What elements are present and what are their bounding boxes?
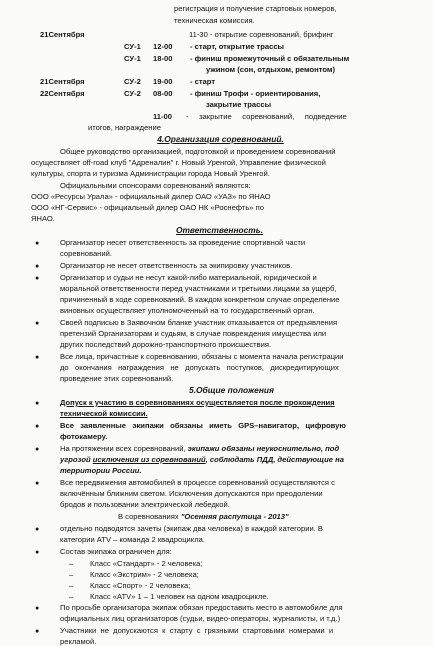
org-sponsor: ООО «НГ-Сервис» - официальный дилер ОАО НК «Роснефть» по [31,203,264,212]
resp-text: Организатор не несет ответственность за экипировку участников. [60,261,293,270]
general-text: Состав экипажа ограничен для: [60,547,172,556]
general-text: территории России. [60,466,142,475]
section-4-title: 4.Организация соревнований. [157,134,284,144]
resp-text: проведение этих соревнований. [60,374,174,383]
general-text: Все заявленные экипажи обязаны иметь GPS–навигатор, цифровую [60,421,346,430]
class-item: Класс «Спорт» - 2 человека; [90,581,191,590]
bullet-icon: ● [35,446,40,453]
general-text-emph: экипажи обязаны неукоснительно, под [187,444,340,453]
resp-text: Своей подписью в Заявочном бланке участник отказывается от предъявления [60,318,338,327]
schedule-open: 11-30 - открытие соревнований, брифинг [189,30,334,39]
bullet-icon: ● [35,275,40,282]
general-text: фотокамеру. [60,432,108,441]
bullet-icon: ● [35,354,40,361]
org-sponsor: ООО «Ресурсы Урала» - официальный дилер ОАО «УАЗ» по ЯНАО [31,192,271,201]
general-text-emph: , соблюдать ПДД, действующие на [205,455,344,464]
general-text: По просьбе организатора экипаж обязан предоставить место в автомобиле для [60,603,343,612]
stage-time: 08-00 [153,89,173,98]
general-text: отдельно подводятся зачеты (экипаж два человека) в каждой категории. В [60,524,323,533]
bullet-icon: ● [35,605,40,612]
schedule-date: 21Сентября [40,30,85,39]
resp-text: Все лица, причастные к соревнованию, обязаны с момента начала регистрации [60,352,344,361]
general-text-part: В соревнованиях [118,512,181,521]
bullet-icon: ● [35,423,40,430]
stage-text-cont: ужином (сон, отдыхом, ремонтом) [206,65,336,74]
general-text: бродов и пользовании электрической лебедкой. [60,500,230,509]
general-text: Допуск к участию в соревнованиях осуществляется после прохождения [60,398,335,407]
bullet-icon: ● [35,549,40,556]
class-item: Класс «Экстрим» - 2 человека; [90,570,199,579]
general-text-part: На протяжении всех соревнований, [60,444,188,453]
org-text: осуществляет off-road клуб "Адреналин" г. Новый Уренгой, Управление физической [31,158,326,167]
general-text [118,512,289,521]
general-text: Все передвижения автомобилей в процессе соревнований осуществляются с [60,478,335,487]
dash-icon: – [69,570,74,579]
bullet-icon: ● [35,400,40,407]
responsibility-title: Ответственность. [175,225,264,235]
dash-icon: – [69,581,74,590]
general-text: включённым ближним светом. Исключения допускаются при преодолении [60,489,323,498]
general-text-emph: угрозой [60,455,93,464]
section-5-title: 5.Общие положения [189,385,274,395]
stage-code: СУ-2 [124,89,141,98]
stage-text: - финиш Трофи - ориентирования, [190,89,321,98]
resp-text: до окончания награждения не допускать поступков, дискредитирующих [60,363,339,372]
org-text: Общее руководство организацией, подготовкой и проведением соревнований [60,147,336,156]
stage-time: 18-00 [153,54,173,63]
resp-text: других последствий дорожно-транспортного происшествия. [60,340,272,349]
general-text [60,455,344,464]
event-name: "Осенняя распутица - 2013" [180,512,289,521]
bullet-icon: ● [35,628,40,635]
general-text: Участники не допускаются к старту с грязными стартовыми номерами и [60,626,334,635]
general-text: технической комиссии. [60,409,148,418]
stage-text: - старт, открытие трассы [190,42,285,51]
stage-text: - финиш промежуточный с обязательным [190,54,350,63]
resp-text: претензий Организаторам и судьям, в случае повреждения имущества или [60,329,327,338]
close-text: - закрытие соревнований, подведение [186,112,347,121]
stage-time: 19-00 [153,77,173,86]
org-sponsor: ЯНАО. [31,214,55,223]
org-text: культуры, спорта и туризма Администрации города Новый Уренгой. [31,169,270,178]
resp-text: виновных осуществляет уполномоченный на то государственный орган. [60,306,315,315]
stage-time: 11-00 [153,112,173,121]
stage-code: СУ-1 [124,54,141,63]
stage-time: 12-00 [153,42,173,51]
stage-code: СУ-2 [124,77,141,86]
schedule-date: 21Сентября [40,77,85,86]
resp-text: моральной ответственности перед участниками и третьими лицами за ущерб, [60,284,337,293]
dash-icon: – [69,559,74,568]
general-text: категории ATV – команда 2 квадроцикла. [60,535,205,544]
resp-text: соревнований. [60,249,112,258]
bullet-icon: ● [35,263,40,270]
close-text-cont: итогов, награждение [88,123,161,132]
general-text-emph: исключения из соревнований [92,455,206,464]
stage-code: СУ-1 [124,42,141,51]
general-text [60,444,339,453]
resp-text: Организатор несет ответственность за проведение спортивной части [60,238,306,247]
bullet-icon: ● [35,320,40,327]
dash-icon: – [69,592,74,601]
stage-text: - старт [190,77,216,86]
class-item: Класс «Стандарт» - 2 человека; [90,559,203,568]
general-text: официальных лиц организаторов (судьи, видео-операторы, журналисты, и т.д.) [60,614,341,623]
resp-text: Организатор и судьи не несут какой-либо материальной, юридической и [60,273,317,282]
schedule-line-registration: регистрация и получение стартовых номеров, [174,4,337,13]
bullet-icon: ● [35,240,40,247]
stage-text-cont: закрытие трассы [206,100,272,109]
bullet-icon: ● [35,480,40,487]
org-sponsors-intro: Официальными спонсорами соревнований являются: [60,181,251,190]
class-item: Класс «ATV» 1 – 1 человек на одном квадроцикле. [90,592,269,601]
bullet-icon: ● [35,526,40,533]
resp-text: причиненный в ходе соревнований. В каждом конкретном случае определение [60,295,340,304]
schedule-date: 22Сентября [40,89,85,98]
schedule-line-tech: техническая комиссия. [174,16,255,25]
general-text: рекламой. [60,637,97,646]
